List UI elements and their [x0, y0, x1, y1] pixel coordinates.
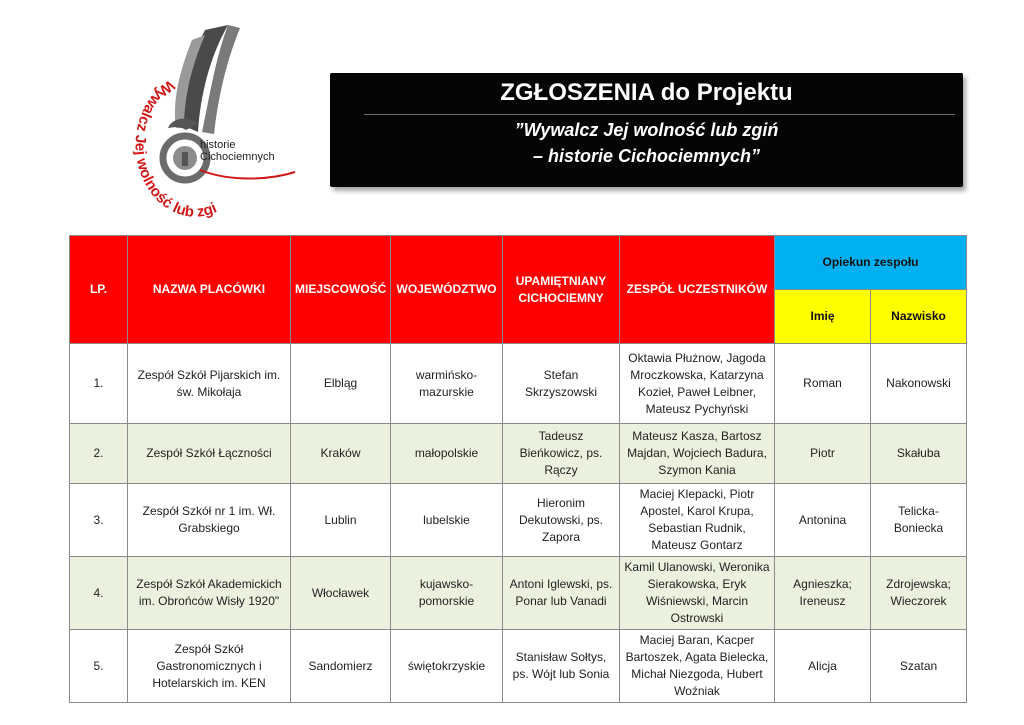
cell-lp: 1.: [70, 344, 128, 424]
table-row: [70, 344, 967, 424]
header-nazwisko: Nazwisko: [871, 290, 967, 344]
cell-upamietniany: Hieronim Dekutowski, ps. Zapora: [503, 484, 620, 557]
page-subtitle: ”Wywalcz Jej wolność lub zgiń – historie Cichociemnych”: [514, 120, 779, 166]
cell-imie: Piotr: [775, 424, 871, 484]
cell-placowka: Zespół Szkół Łączności: [128, 424, 291, 484]
cell-miejscowosc: Kraków: [291, 424, 391, 484]
table-row: [70, 630, 967, 703]
cell-placowka: Zespół Szkół Gastronomicznych i Hotelarskich im. KEN: [128, 630, 291, 703]
cell-wojewodztwo: świętokrzyskie: [391, 630, 503, 703]
header-upamietniany: UPAMIĘTNIANY CICHOCIEMNY: [503, 236, 620, 344]
header-lp: LP.: [70, 236, 128, 344]
header-wojewodztwo: WOJEWÓDZTWO: [391, 236, 503, 344]
cell-nazwisko: Szatan: [871, 630, 967, 703]
header-placowka: NAZWA PLACÓWKI: [128, 236, 291, 344]
header-miejscowosc: MIEJSCOWOŚĆ: [291, 236, 391, 344]
submissions-table: [69, 235, 967, 703]
table-row: [70, 484, 967, 557]
banner-divider: [364, 114, 955, 115]
cell-zespol: Kamil Ulanowski, Weronika Sierakowska, Eryk Wiśniewski, Marcin Ostrowski: [620, 557, 775, 630]
cell-zespol: Oktawia Płużnow, Jagoda Mroczkowska, Katarzyna Kozieł, Paweł Leibner, Mateusz Pychyński: [620, 344, 775, 424]
cell-miejscowosc: Elbląg: [291, 344, 391, 424]
cell-nazwisko: Skałuba: [871, 424, 967, 484]
cell-upamietniany: Tadeusz Bieńkowicz, ps. Rączy: [503, 424, 620, 484]
cell-imie: Alicja: [775, 630, 871, 703]
cell-wojewodztwo: małopolskie: [391, 424, 503, 484]
cell-nazwisko: Zdrojewska; Wieczorek: [871, 557, 967, 630]
header-opiekun: Opiekun zespołu: [775, 236, 967, 290]
logo-text: historie Cichociemnych: [200, 139, 275, 163]
cell-nazwisko: Nakonowski: [871, 344, 967, 424]
cell-wojewodztwo: lubelskie: [391, 484, 503, 557]
cell-miejscowosc: Lublin: [291, 484, 391, 557]
cell-wojewodztwo: warmińsko-mazurskie: [391, 344, 503, 424]
cell-placowka: Zespół Szkół nr 1 im. Wł. Grabskiego: [128, 484, 291, 557]
eagle-emblem-icon: [110, 20, 300, 220]
table-header-row: [70, 236, 967, 290]
cell-upamietniany: Antoni Iglewski, ps. Ponar lub Vanadi: [503, 557, 620, 630]
cell-imie: Agnieszka; Ireneusz: [775, 557, 871, 630]
table-row: [70, 557, 967, 630]
svg-text:Wywalcz Jej wolność lub zgiń: Wywalcz Jej wolność lub zgi: [131, 76, 220, 220]
cell-lp: 4.: [70, 557, 128, 630]
cell-lp: 2.: [70, 424, 128, 484]
cell-imie: Antonina: [775, 484, 871, 557]
cell-zespol: Maciej Klepacki, Piotr Apostel, Karol Krupa, Sebastian Rudnik, Mateusz Gontarz: [620, 484, 775, 557]
logo: [110, 20, 300, 220]
table-row: [70, 424, 967, 484]
cell-miejscowosc: Sandomierz: [291, 630, 391, 703]
cell-lp: 5.: [70, 630, 128, 703]
cell-lp: 3.: [70, 484, 128, 557]
title-banner: [330, 73, 963, 187]
cell-upamietniany: Stanisław Sołtys, ps. Wójt lub Sonia: [503, 630, 620, 703]
cell-placowka: Zespół Szkół Akademickich im. Obrońców Wisły 1920": [128, 557, 291, 630]
page-title: ZGŁOSZENIA do Projektu: [500, 79, 793, 106]
cell-zespol: Maciej Baran, Kacper Bartoszek, Agata Bielecka, Michał Niezgoda, Hubert Woźniak: [620, 630, 775, 703]
header-imie: Imię: [775, 290, 871, 344]
cell-placowka: Zespół Szkół Pijarskich im. św. Mikołaja: [128, 344, 291, 424]
cell-nazwisko: Telicka-Boniecka: [871, 484, 967, 557]
cell-upamietniany: Stefan Skrzyszowski: [503, 344, 620, 424]
header-zespol: ZESPÓŁ UCZESTNIKÓW: [620, 236, 775, 344]
cell-zespol: Mateusz Kasza, Bartosz Majdan, Wojciech Badura, Szymon Kania: [620, 424, 775, 484]
cell-wojewodztwo: kujawsko-pomorskie: [391, 557, 503, 630]
cell-miejscowosc: Włocławek: [291, 557, 391, 630]
cell-imie: Roman: [775, 344, 871, 424]
